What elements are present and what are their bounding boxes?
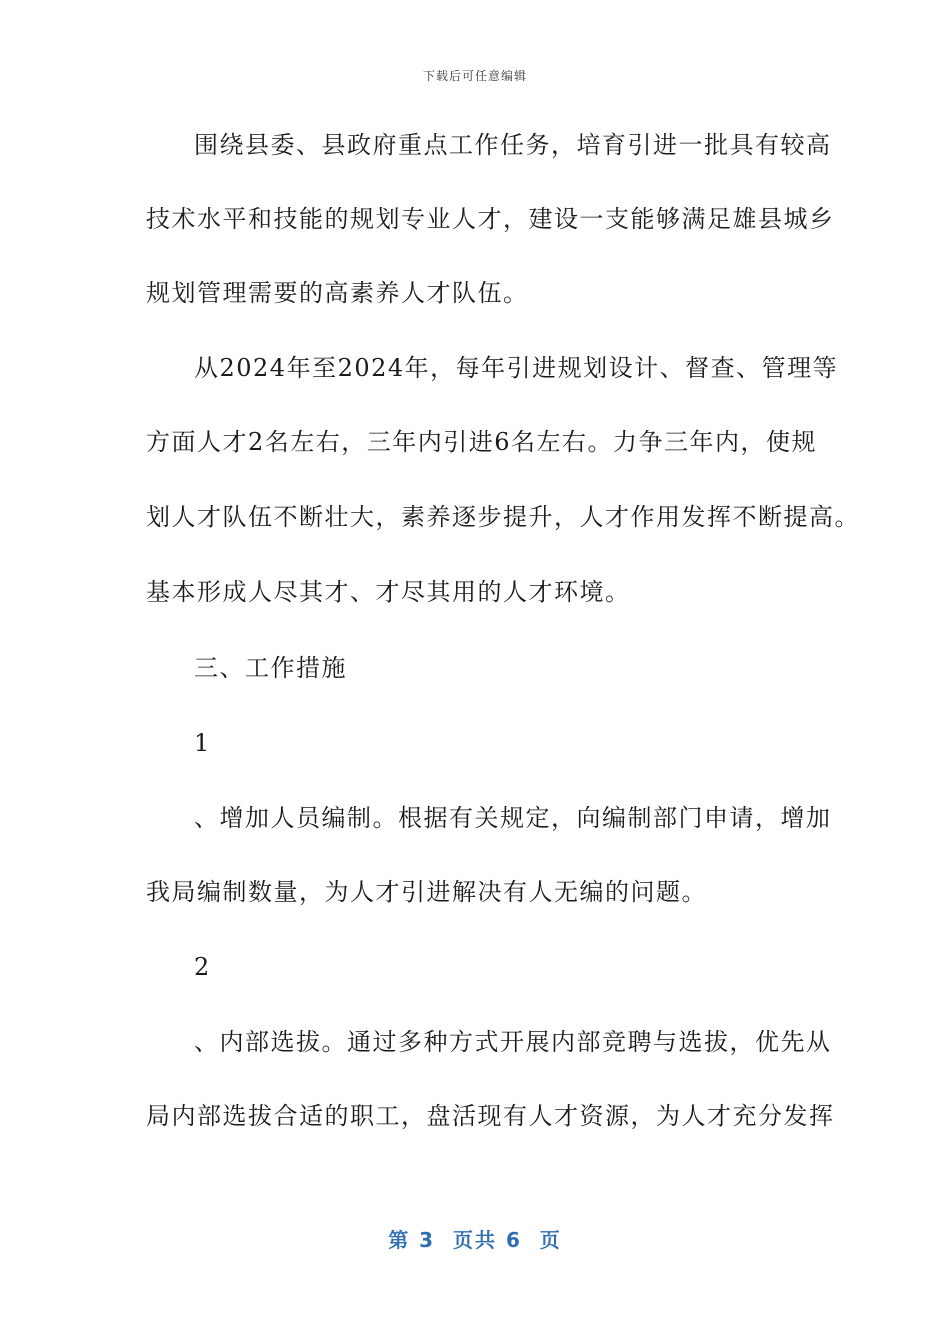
text-line: 我局编制数量，为人才引进解决有人无编的问题。 [146,878,707,906]
section-heading: 三、工作措施 [194,654,347,682]
list-number: 1 [194,729,211,757]
text-line: 、增加人员编制。根据有关规定，向编制部门申请，增加 [194,804,832,832]
text-line: 规划管理需要的高素养人才队伍。 [146,279,529,307]
text-line: 围绕县委、县政府重点工作任务，培育引进一批具有较高 [194,131,832,159]
text-line: 技术水平和技能的规划专业人才，建设一支能够满足雄县城乡 [146,205,835,233]
text-line: 从2024年至2024年，每年引进规划设计、督查、管理等 [194,354,839,382]
header-note: 下载后可任意编辑 [422,69,527,83]
text-line: 局内部选拔合适的职工，盘活现有人才资源，为人才充分发挥 [146,1102,835,1130]
text-line: 、内部选拔。通过多种方式开展内部竞聘与选拔，优先从 [194,1028,832,1056]
text-line: 基本形成人尽其才、才尽其用的人才环境。 [146,578,631,606]
text-line: 划人才队伍不断壮大，素养逐步提升，人才作用发挥不断提高。 [146,503,860,531]
text-line: 方面人才2名左右，三年内引进6名左右。力争三年内，使规 [146,428,818,456]
list-number: 2 [194,953,211,981]
page-indicator: 第 3 页共 6 页 [388,1228,562,1252]
